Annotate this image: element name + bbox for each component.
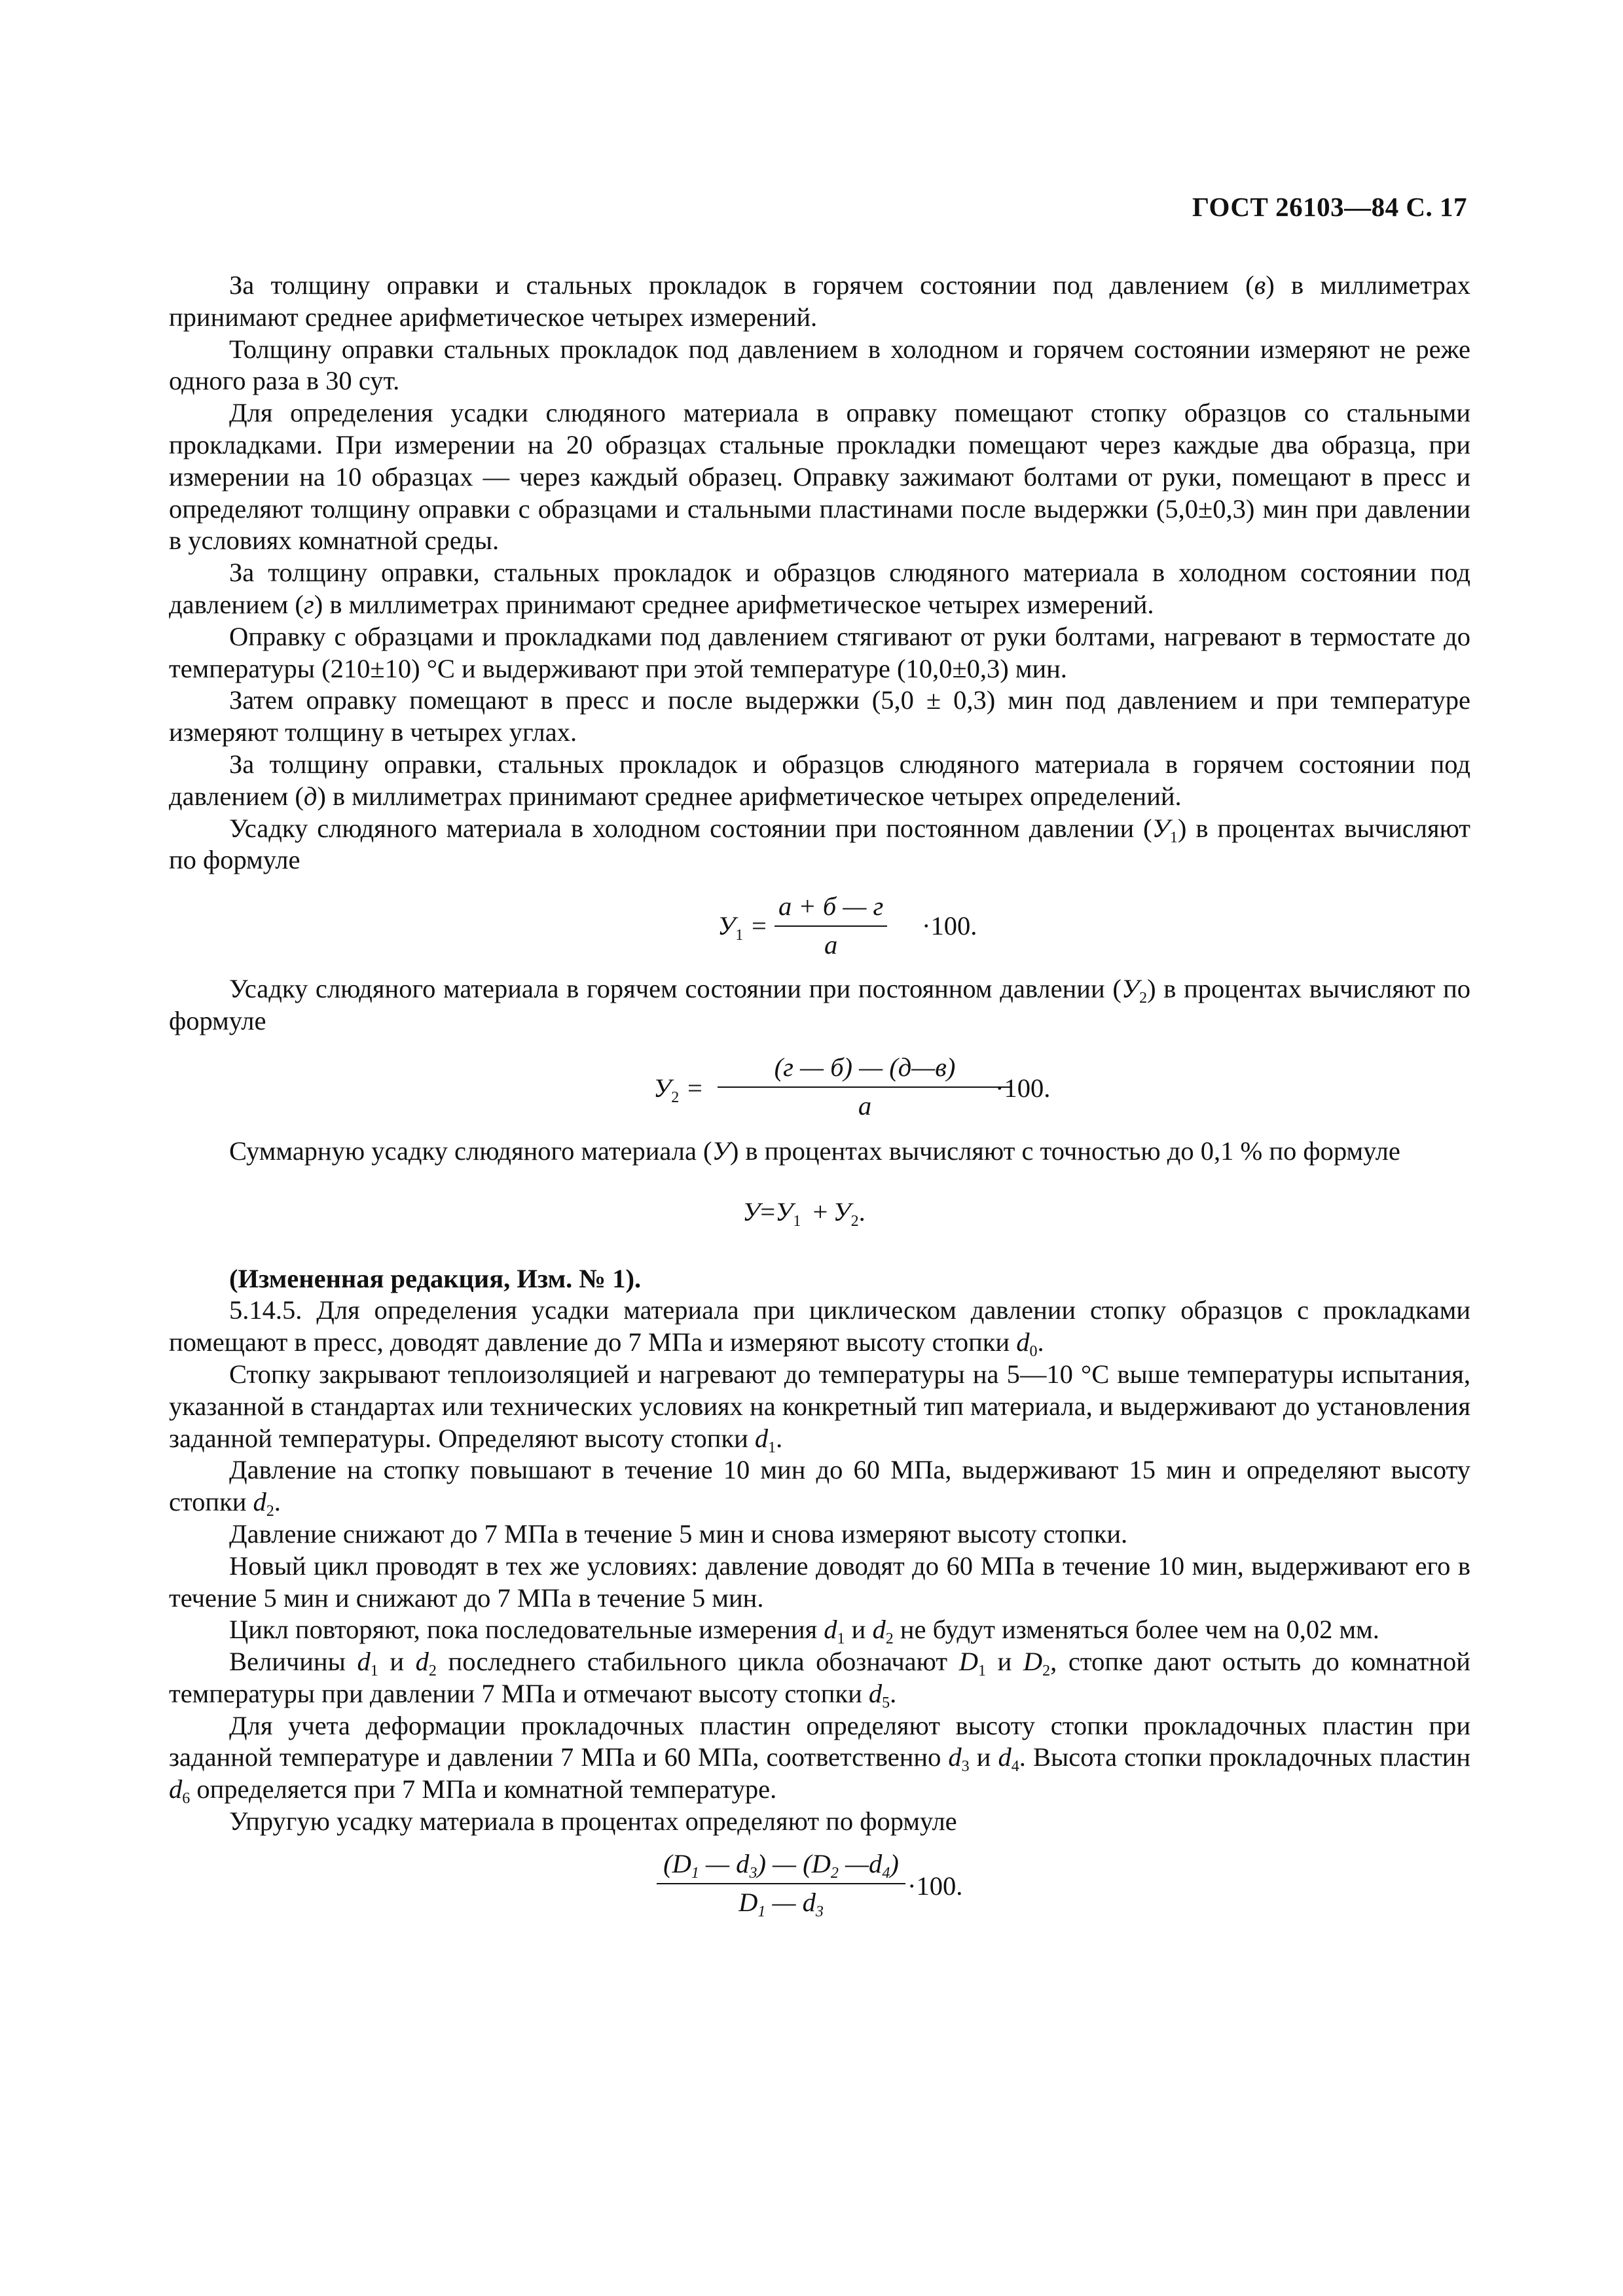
paragraph: Цикл повторяют, пока последовательные измерения $d_1$ и $d_2$ не будут изменяться более чем на 0,02 мм. [229,1615,1379,1648]
paragraph: Толщину оправки стальных прокладок под давлением в холодном и горячем состоянии измеряют не реже одного раза в 30 сут. [169,334,1470,396]
paragraph: Давление снижают до 7 МПа в течение 5 мин и снова измеряют высоту стопки. [229,1518,1128,1549]
paragraph: Упругую усадку материала в процентах определяют по формуле [229,1806,957,1837]
paragraph: Величины $d_1$ и $d_2$ последнего стабильного цикла обозначают $D_1$ и $D_2$, стопке дают остыть до комнатной температуры при давлении 7 МПа и отмечают высоту стопки $d_5$. [169,1647,1470,1712]
paragraph: За толщину оправки и стальных прокладок в горячем состоянии под давлением (в) в миллиметрах принимают среднее арифметическое четырех измерений. [169,270,1470,332]
formula-elastic-shrinkage: ($D_1$ — $d_3$) — ($D_2$ $—d_4$) $D_1$ — $d_3$ ·100. [169,1838,1470,1936]
formula-shrinkage-hot: $У_2$ = (г — б) — (д—в) а ·100. [169,1037,1470,1136]
paragraph: Новый цикл проводят в тех же условиях: давление доводят до 60 МПа в течение 10 мин, выдерживают его в течение 5 мин и снижают до 7 МПа в течение 5 мин. [169,1551,1470,1613]
body-text [169,270,1470,1936]
formula-shrinkage-cold: $У_1$ = а + б — г а ·100. [169,876,1470,973]
page-header: ГОСТ 26103—84 С. 17 [1192,192,1467,222]
paragraph: Стопку закрывают теплоизоляцией и нагревают до температуры на 5—10 °С выше температуры испытания, указанной в стандартах или технических условиях на конкретный тип материала, и выдерживают до установления заданной температуры. Определяют высоту стопки $d_1$. [169,1359,1470,1456]
fraction: а + б — г а [775,891,887,961]
paragraph: Для учета деформации прокладочных пластин определяют высоту стопки прокладочных пластин при заданной температуре и давлении 7 МПа и 60 МПа, соответственно $d_3$ и $d_4$. Высота стопки прокладочных пластин $d_6$ определяется при 7 МПа и комнатной температуре. [169,1710,1471,1808]
amendment-note: (Измененная редакция, Изм. № 1). [229,1263,642,1293]
paragraph: За толщину оправки, стальных прокладок и образцов слюдяного материала в холодном состоянии под давлением (г) в миллиметрах принимают среднее арифметическое четырех измерений. [169,558,1470,619]
paragraph: Оправку с образцами и прокладками под давлением стягивают от руки болтами, нагревают в термостате до температуры (210±10) °С и выдерживают при этой температуре (10,0±0,3) мин. [169,621,1470,683]
paragraph: За толщину оправки, стальных прокладок и образцов слюдяного материала в горячем состоянии под давлением (д) в миллиметрах принимают среднее арифметическое четырех определений. [169,749,1470,811]
paragraph: Для определения усадки слюдяного материала в оправку помещают стопку образцов со стальными прокладками. При измерении на 20 образцах стальные прокладки помещают через каждые два образца, при измерении на 10 образцах — через каждый образец. Оправку зажимают болтами от руки, помещают в пресс и определяют толщину оправки с образцами и стальными пластинами после выдержки (5,0±0,3) мин при давлении в условиях комнатной среды. [169,398,1470,556]
paragraph: Давление на стопку повышают в течение 10 мин до 60 МПа, выдерживают 15 мин и определяют высоту стопки $d_2$. [169,1455,1470,1520]
formula-shrinkage-total: $У=У_1 + У_2$. [742,1196,866,1230]
fraction: (г — б) — (д—в) а [718,1052,1012,1122]
paragraph: 5.14.5. Для определения усадки материала при циклическом давлении стопку образцов с прокладками помещают в пресс, доводят давление до 7 МПа и измеряют высоту стопки $d_0$. [169,1295,1470,1361]
paragraph: Затем оправку помещают в пресс и после выдержки (5,0 ± 0,3) мин под давлением и при температуре измеряют толщину в четырех углах. [169,685,1470,747]
paragraph: Усадку слюдяного материала в горячем состоянии при постоянном давлении $(У_2)$ в процентах вычисляют по формуле [169,974,1470,1035]
paragraph: Суммарную усадку слюдяного материала (У) в процентах вычисляют с точностью до 0,1 % по формуле [229,1136,1400,1166]
fraction: ($D_1$ — $d_3$) — ($D_2$ $—d_4$) $D_1$ — $d_3$ [657,1848,905,1919]
paragraph: Усадку слюдяного материала в холодном состоянии при постоянном давлении $(У_1)$ в процентах вычисляют по формуле [169,813,1470,875]
